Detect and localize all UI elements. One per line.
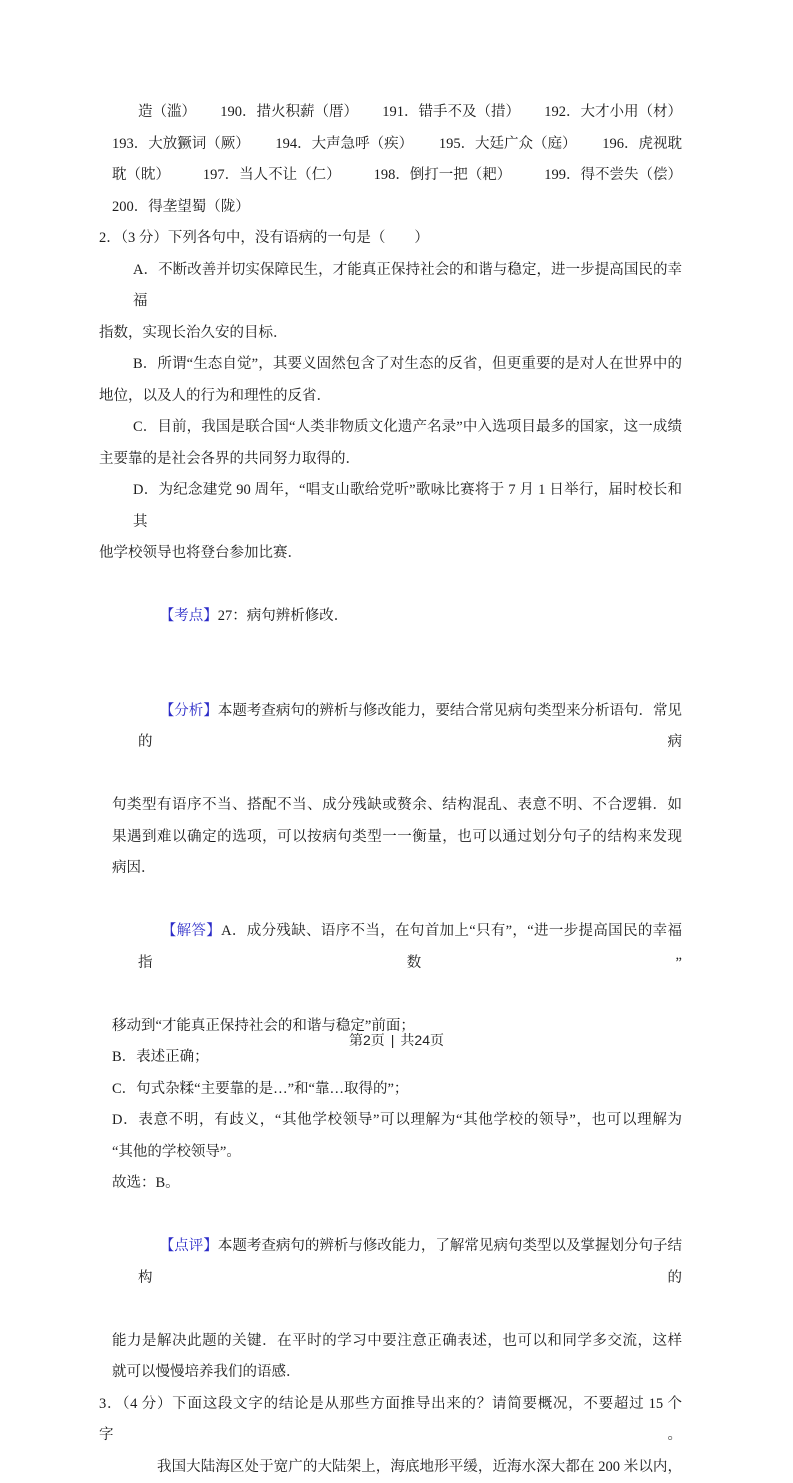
dianping-line3: 就可以慢慢培养我们的语感． [112, 1357, 682, 1389]
idiom-answers-row-2 [112, 129, 682, 161]
jieda-line5: D．表意不明，有歧义，“其他学校领导”可以理解为“其他学校的领导”，也可以理解为 [112, 1105, 682, 1137]
jieda-line4: C．句式杂糅“主要靠的是…”和“靠…取得的”； [112, 1074, 682, 1106]
dianping-line2: 能力是解决此题的关键．在平时的学习中要注意正确表述，也可以和同学多交流，这样 [112, 1326, 682, 1358]
page-footer [0, 1030, 793, 1050]
idiom-answer-item: 190．措火积薪（厝） [220, 97, 358, 129]
footer-total-pages: 共24页 [400, 1032, 444, 1048]
idiom-answer-item: 造（滥） [138, 97, 196, 129]
question2-option-b-line1: B．所谓“生态自觉”，其要义固然包含了对生态的反省，但更重要的是对人在世界中的 [133, 349, 682, 381]
question2-option-d-line2: 他学校领导也将登台参加比赛． [99, 538, 682, 570]
idiom-answer-item: 198．倒打一把（耙） [374, 160, 512, 192]
dianping-line1 [138, 1200, 682, 1326]
question2-stem: 2．（3 分）下列各句中，没有语病的一句是（ ） [99, 223, 682, 255]
question2-option-a-line2: 指数，实现长治久安的目标． [99, 318, 682, 350]
idiom-answer-item: 耽（眈） [112, 160, 170, 192]
jieda-line1 [138, 885, 682, 1011]
jieda-text: A．成分残缺、语序不当，在句首加上“只有”，“进一步提高国民的幸福指数” [138, 923, 682, 971]
question2-option-c-line1: C．目前，我国是联合国“人类非物质文化遗产名录”中入选项目最多的国家，这一成绩 [133, 412, 682, 444]
jieda-line3: B．表述正确； [112, 1042, 682, 1074]
idiom-answers-row-3 [112, 160, 682, 192]
fenxi-line3: 果遇到难以确定的选项，可以按病句类型一一衡量，也可以通过划分句子的结构来发现 [112, 822, 682, 854]
question3-stem: 3．（4 分）下面这段文字的结论是从那些方面推导出来的？请简要概况，不要超过 15 个字。 [99, 1389, 682, 1452]
idiom-answer-item: 193．大放獗词（厥） [112, 129, 250, 161]
footer-separator: | [391, 1032, 395, 1048]
jieda-line2: 移动到“才能真正保持社会的和谐与稳定”前面； [112, 1011, 682, 1043]
idiom-answer-item: 196．虎视耽 [602, 129, 682, 161]
idiom-answer-item: 191．错手不及（措） [382, 97, 520, 129]
idiom-answer-item: 192．大才小用（材） [544, 97, 682, 129]
idiom-answer-item: 199．得不尝失（偿） [544, 160, 682, 192]
idiom-answers-row-1 [138, 97, 682, 129]
idiom-answers-row-4: 200．得垄望蜀（陇） [112, 192, 682, 224]
question2-option-b-line2: 地位，以及人的行为和理性的反省． [99, 381, 682, 413]
idiom-answer-item: 197．当人不让（仁） [203, 160, 341, 192]
jieda-line6: “其他的学校领导”。 [112, 1137, 682, 1169]
jieda-label: 【解答】 [162, 923, 221, 939]
fenxi-line1 [138, 664, 682, 790]
fenxi-line2: 句类型有语序不当、搭配不当、成分残缺或赘余、结构混乱、表意不明、不合逻辑．如 [112, 790, 682, 822]
document-content [99, 97, 682, 1483]
dianping-label: 【点评】 [160, 1238, 218, 1254]
jieda-line7: 故选：B。 [112, 1168, 682, 1200]
kaodian-text: 27：病句辨析修改． [218, 608, 349, 624]
fenxi-line4: 病因． [112, 853, 682, 885]
fenxi-label: 【分析】 [160, 703, 218, 719]
idiom-answer-item: 195．大廷广众（庭） [439, 129, 577, 161]
fenxi-text: 本题考查病句的辨析与修改能力，要结合常见病句类型来分析语句．常见的病 [138, 703, 682, 751]
kaodian-label: 【考点】 [160, 608, 218, 624]
footer-current-page: 第2页 [349, 1032, 385, 1048]
kaodian-section-line [138, 570, 682, 665]
question3-passage-line1: 我国大陆海区处于宽广的大陆架上，海底地形平缓，近海水深大都在 200 米以内， [157, 1452, 682, 1483]
idiom-answer-item: 194．大声急呼（疾） [275, 129, 413, 161]
dianping-text: 本题考查病句的辨析与修改能力，了解常见病句类型以及掌握划分句子结构的 [138, 1238, 682, 1286]
question2-option-c-line2: 主要靠的是社会各界的共同努力取得的． [99, 444, 682, 476]
question2-option-d-line1: D．为纪念建党 90 周年，“唱支山歌给党听”歌咏比赛将于 7 月 1 日举行，届时校长和其 [133, 475, 682, 538]
question2-option-a-line1: A．不断改善并切实保障民生，才能真正保持社会的和谐与稳定，进一步提高国民的幸福 [133, 255, 682, 318]
